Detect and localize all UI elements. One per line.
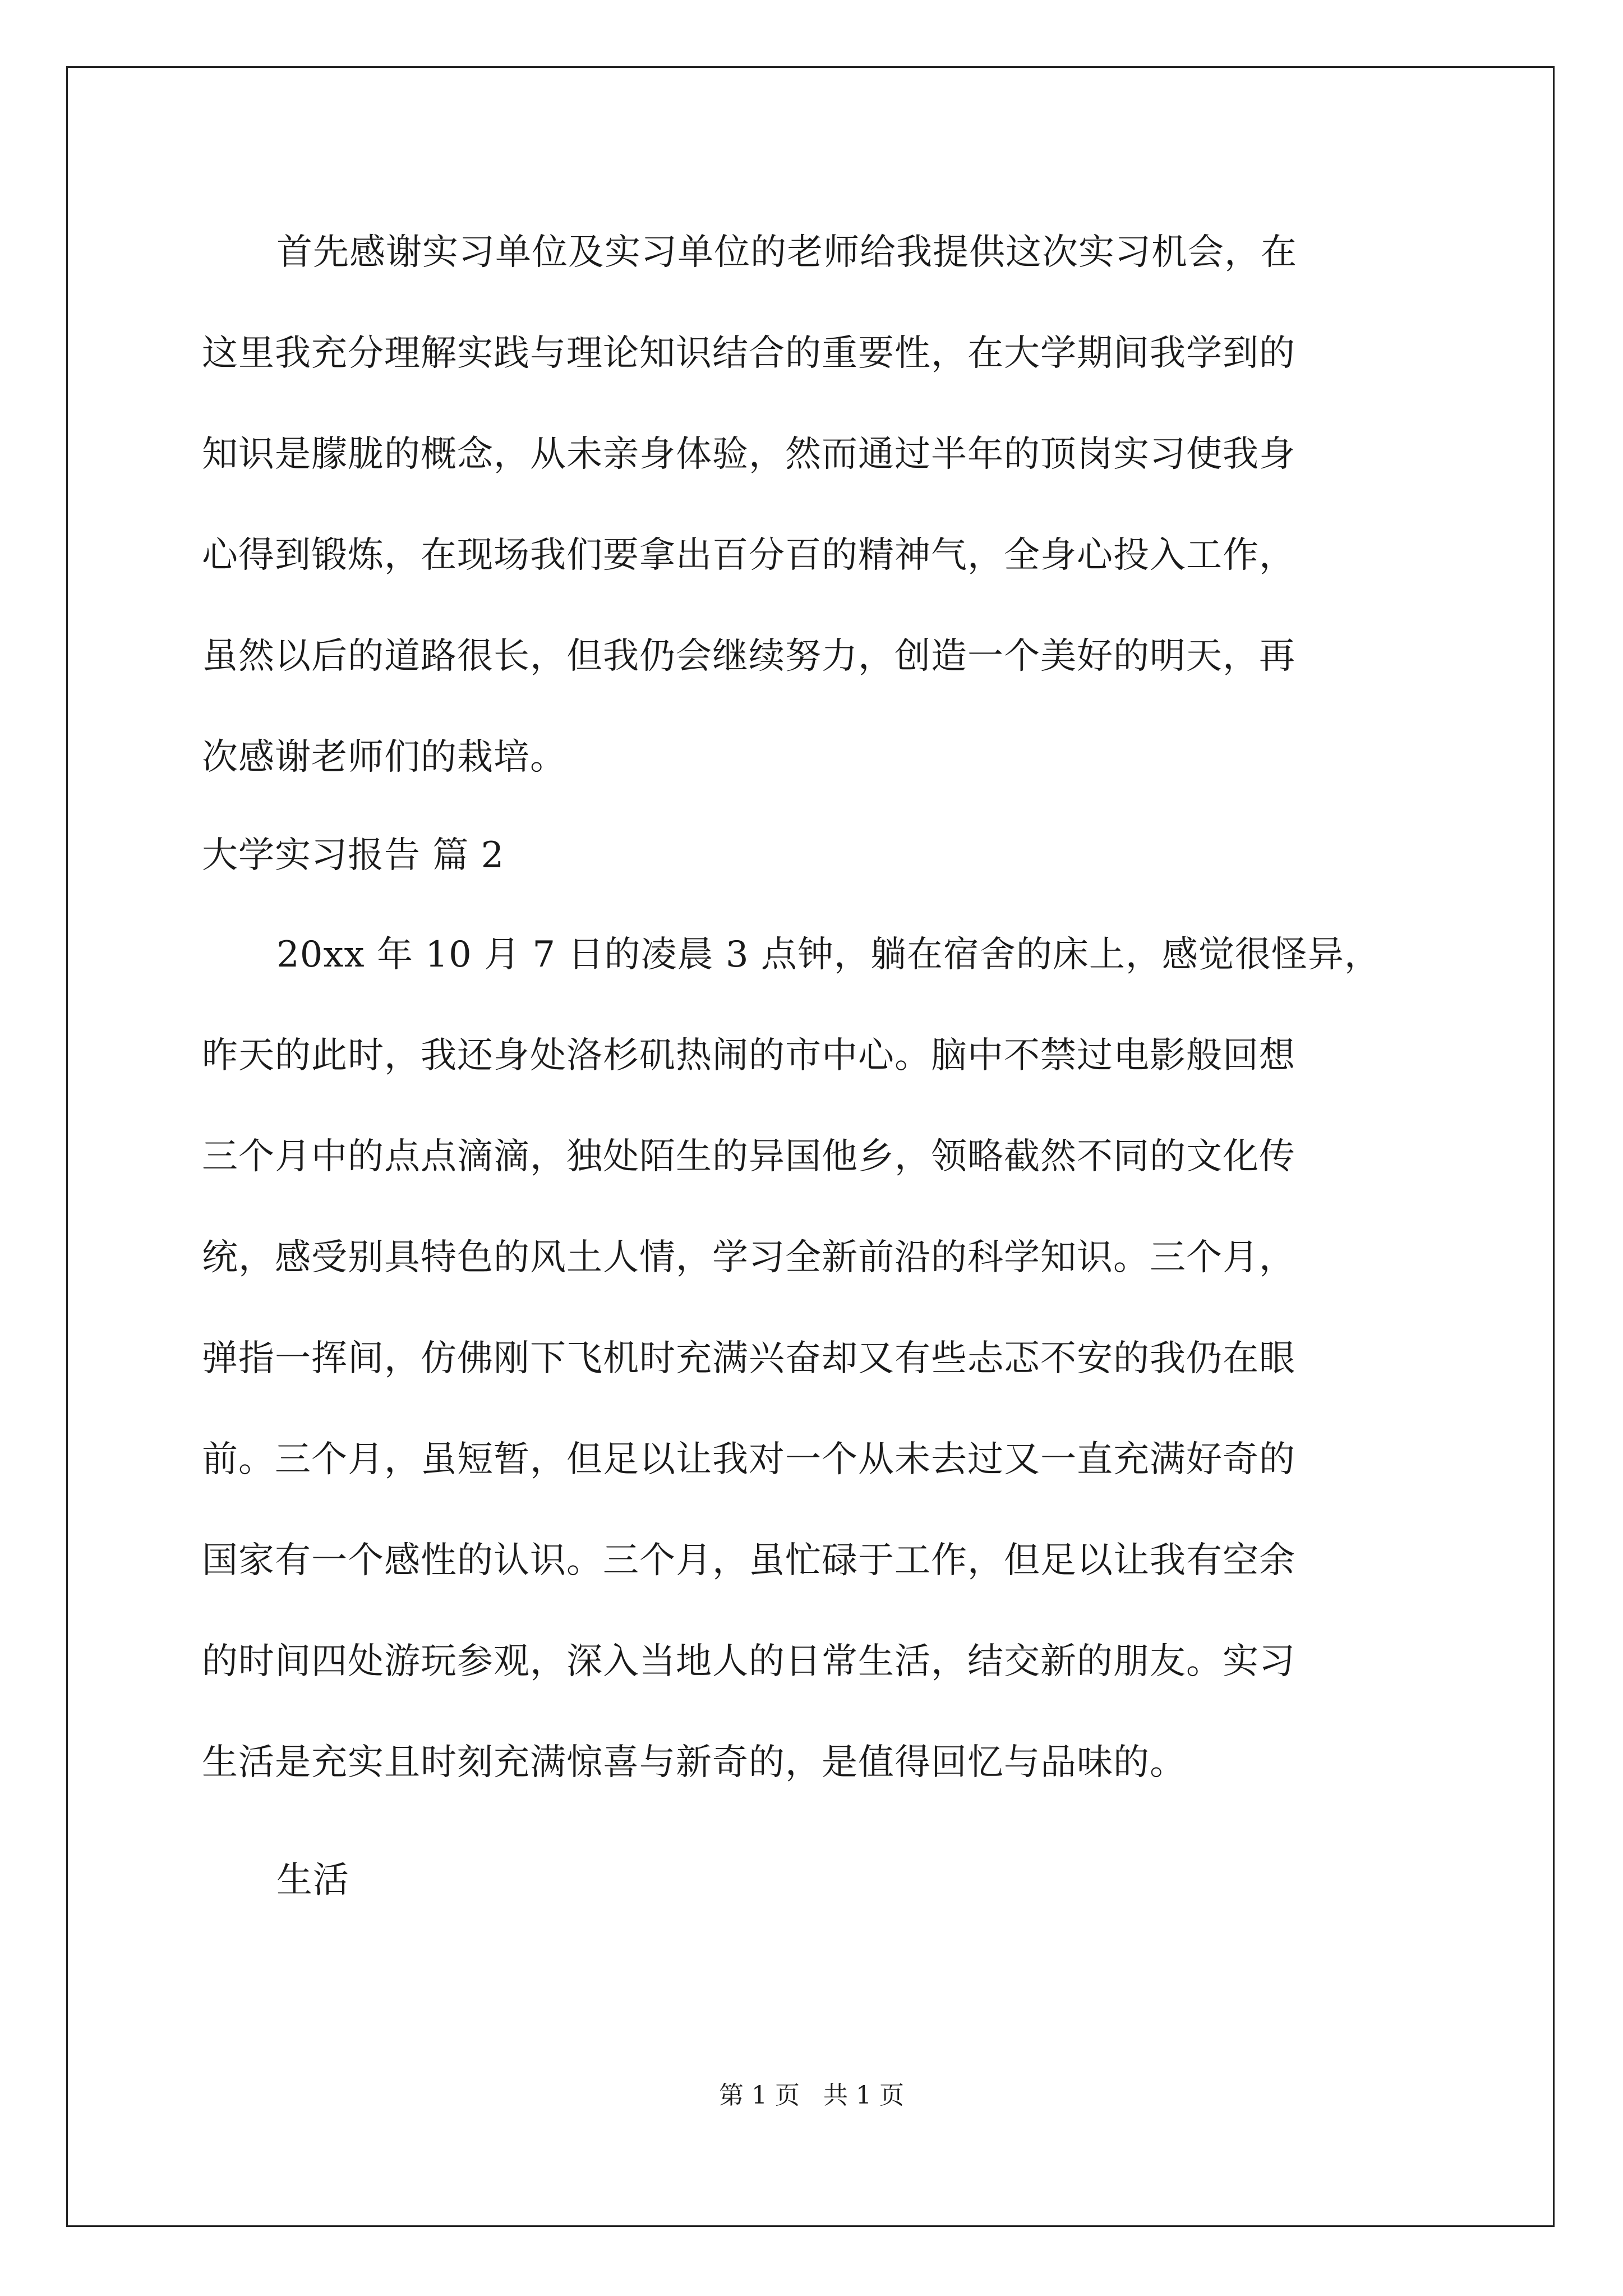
subheading: 生活	[276, 1860, 349, 1901]
paragraph-1-line-2: 这里我充分理解实践与理论知识结合的重要性，在大学期间我学到的	[202, 333, 1295, 374]
paragraph-2-line-1: 20xx 年 10 月 7 日的凌晨 3 点钟，躺在宿舍的床上，感觉很怪异，	[276, 934, 1381, 976]
paragraph-2-line-3: 三个月中的点点滴滴，独处陌生的异国他乡，领略截然不同的文化传	[202, 1136, 1295, 1177]
paragraph-1-line-1: 首先感谢实习单位及实习单位的老师给我提供这次实习机会，在	[276, 232, 1297, 273]
paragraph-2-line-6: 前。三个月，虽短暂，但足以让我对一个从未去过又一直充满好奇的	[202, 1439, 1295, 1480]
section-title: 大学实习报告 篇 2	[202, 835, 505, 876]
paragraph-2-line-5: 弹指一挥间，仿佛刚下飞机时充满兴奋却又有些忐忑不安的我仍在眼	[202, 1338, 1295, 1379]
page-footer: 第 1 页 共 1 页	[719, 2081, 904, 2110]
paragraph-2-line-4: 统，感受别具特色的风土人情，学习全新前沿的科学知识。三个月，	[202, 1237, 1295, 1278]
paragraph-2-line-7: 国家有一个感性的认识。三个月，虽忙碌于工作，但足以让我有空余	[202, 1540, 1295, 1581]
paragraph-2-line-9: 生活是充实且时刻充满惊喜与新奇的，是值得回忆与品味的。	[202, 1742, 1186, 1783]
paragraph-1-line-4: 心得到锻炼，在现场我们要拿出百分百的精神气，全身心投入工作，	[202, 535, 1295, 576]
paragraph-1-line-3: 知识是朦胧的概念，从未亲身体验，然而通过半年的顶岗实习使我身	[202, 434, 1295, 475]
paragraph-1-line-6: 次感谢老师们的栽培。	[202, 737, 566, 778]
paragraph-1-line-5: 虽然以后的道路很长，但我仍会继续努力，创造一个美好的明天，再	[202, 636, 1295, 677]
paragraph-2-line-2: 昨天的此时，我还身处洛杉矶热闹的市中心。脑中不禁过电影般回想	[202, 1035, 1295, 1076]
paragraph-2-line-8: 的时间四处游玩参观，深入当地人的日常生活，结交新的朋友。实习	[202, 1641, 1295, 1682]
